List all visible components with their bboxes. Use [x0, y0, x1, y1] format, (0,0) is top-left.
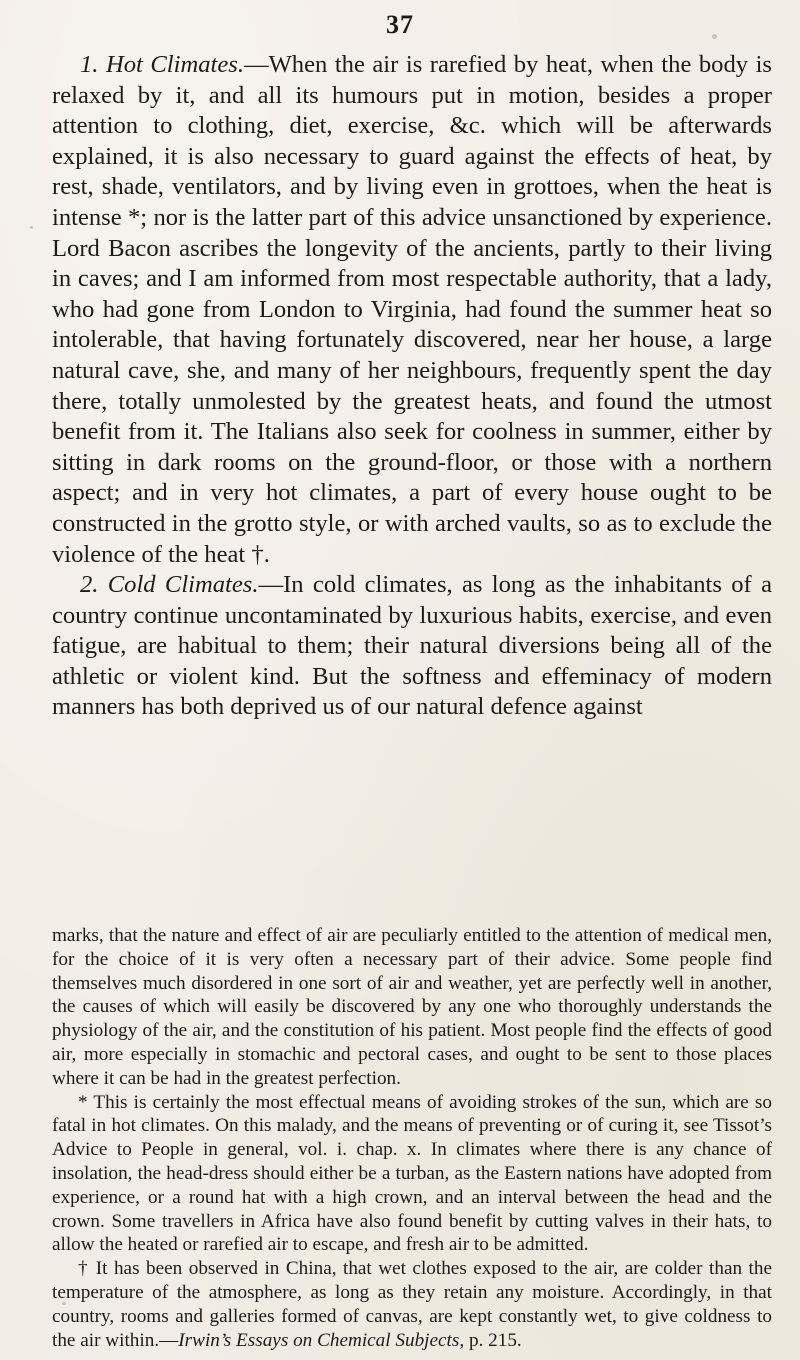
paper-speck: [30, 226, 33, 229]
footnote-dagger-page: p. 215.: [464, 1329, 522, 1351]
hot-climates-body: —When the air is rarefied by heat, when the body is relaxed by it, and all its humours put in motion, besides a proper attention to clothing, diet, exercise, &c. which will be afterwards explained, it is also necessary to guard against the effects of heat, by rest, shade, ventilators, and by living even in grottoes, when the heat is intense *; nor is the latter part of this advice unsanctioned by experience. Lord Bacon ascribes the longevity of the ancients, partly to their living in caves; and I am informed from most respectable authority, that a lady, who had gone from London to Virginia, had found the summer heat so intolerable, that having fortunately discovered, near her house, a large natural cave, she, and many of her neighbours, frequently spent the day there, totally unmolested by the greatest heats, and found the utmost benefit from it. The Italians also seek for coolness in summer, either by sitting in dark rooms on the ground-floor, or those with a northern aspect; and in very hot climates, a part of every house ought to be constructed in the grotto style, or with arched vaults, so as to exclude the violence of the heat †.: [52, 51, 772, 568]
footnote-dagger: [52, 1257, 772, 1352]
footnote-continued: marks, that the nature and effect of air are peculiarly entitled to the attention of medical men, for the choice of it is very often a necessary part of their advice. Some people find themselves much disordered in one sort of air and weather, yet are perfectly well in another, the causes of which will easily be discovered by any one who thoroughly understands the physiology of the air, and the constitution of his patient. Most people find the effects of good air, more especially in stomachic and pectoral cases, and ought to be sent to those places where it can be had in the greatest perfection.: [52, 925, 772, 1089]
paragraph-cold-climates: [52, 570, 772, 723]
page-number: 37: [386, 10, 414, 39]
footnotes: [52, 924, 772, 1352]
hot-climates-heading: 1. Hot Climates.: [80, 51, 244, 78]
paper-speck: [62, 1302, 66, 1305]
cold-climates-body: —In cold climates, as long as the inhabitants of a country continue uncontaminated by luxurious habits, exercise, and even fatigue, are habitual to them; their natural diversions being all of the athletic or violent kind. But the softness and effeminacy of modern manners has both deprived us of our natural defence against: [52, 571, 772, 721]
footnote-dagger-text: † It has been observed in China, that wet clothes exposed to the air, are colder than the temperature of the atmosphere, as long as they retain any moisture. Accordingly, in that country, rooms and galleries formed of canvas, are kept constantly wet, to give coldness to the air within.—: [52, 1258, 772, 1351]
cold-climates-heading: 2. Cold Climates.: [80, 571, 259, 599]
paper-speck: [712, 34, 717, 39]
footnote-star: * This is certainly the most effectual means of avoiding strokes of the sun, which are so fatal in hot climates. On this malady, and the means of preventing or of curing it, see Tissot’s Advice to People in general, vol. i. chap. x. In climates where there is any chance of insolation, the head-dress should either be a turban, as the Eastern nations have adopted from experience, or a round hat with a high crown, and an interval between the head and the crown. Some travellers in Africa have also found benefit by cutting valves in their hats, to allow the heated or rarefied air to escape, and fresh air to be admitted.: [52, 1091, 772, 1256]
main-text: [52, 50, 772, 723]
footnote-dagger-source: Irwin’s Essays on Chemical Subjects,: [178, 1329, 465, 1351]
paragraph-hot-climates: [52, 50, 772, 570]
